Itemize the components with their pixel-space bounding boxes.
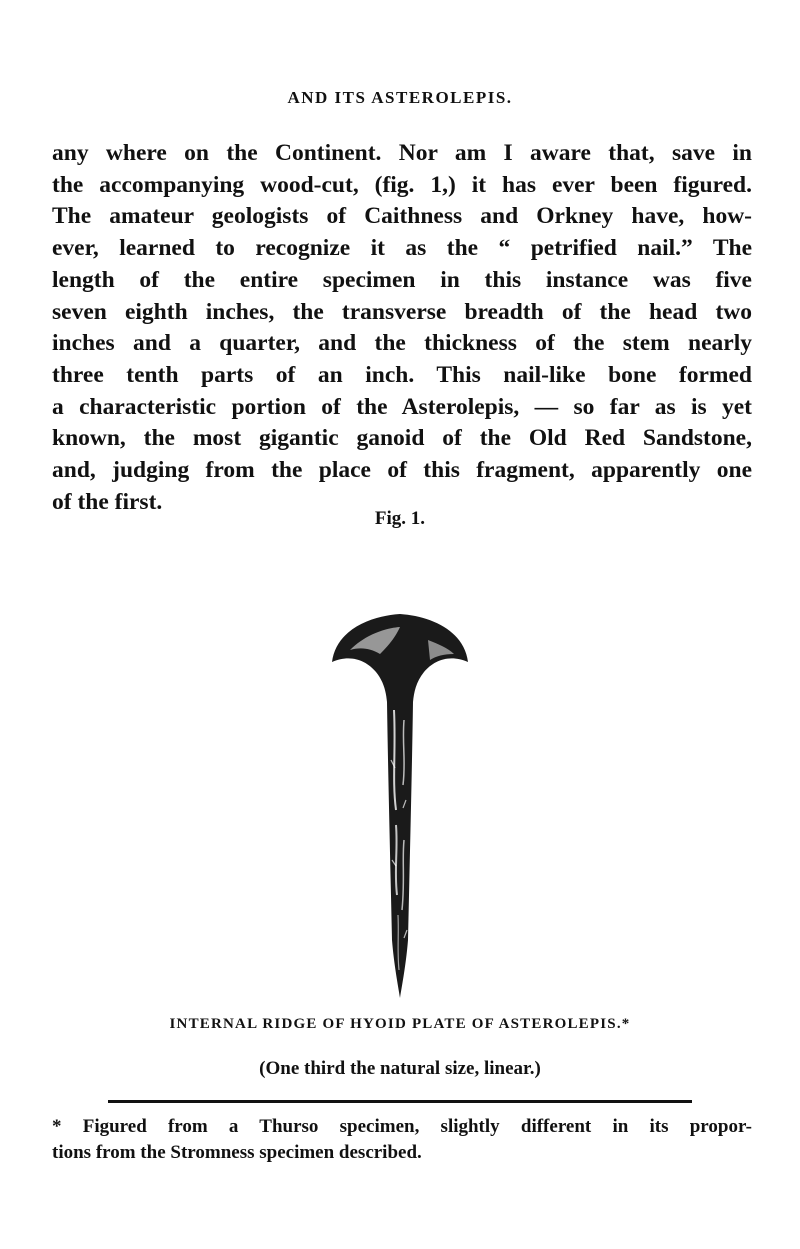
footnote-line: tions from the Stromness specimen described.	[52, 1142, 422, 1163]
body-line: known, the most gigantic ganoid of the Old Red Sandstone,	[52, 425, 752, 452]
body-line: and, judging from the place of this fragment, apparently one	[52, 457, 752, 484]
body-line: three tenth parts of an inch. This nail-like bone formed	[52, 361, 752, 388]
bone-stem	[387, 702, 413, 998]
body-line: inches and a quarter, and the thickness of the stem nearly	[52, 330, 752, 357]
body-line: any where on the Continent. Nor am I aware that, save in	[52, 140, 752, 166]
body-line: seven eighth inches, the transverse breadth of the head two	[52, 298, 752, 325]
figure-label: Fig. 1.	[374, 508, 426, 529]
body-line: of the first.	[52, 488, 163, 515]
running-head: AND ITS ASTEROLEPIS.	[287, 88, 513, 107]
body-line: ever, learned to recognize it as the “ petrified nail.” The	[52, 235, 752, 262]
figure-caption: INTERNAL RIDGE OF HYOID PLATE OF ASTEROLEPIS.*	[169, 1016, 631, 1032]
body-line: The amateur geologists of Caithness and Orkney have, how-	[52, 203, 752, 230]
figure-scale-note: (One third the natural size, linear.)	[259, 1058, 541, 1079]
body-line: length of the entire specimen in this instance was five	[52, 266, 752, 293]
body-line: a characteristic portion of the Asterolepis, — so far as is yet	[52, 393, 752, 420]
footnote	[52, 1114, 752, 1166]
stem-texture	[396, 825, 397, 895]
stem-texture	[403, 720, 404, 785]
footnote-divider	[108, 1100, 692, 1103]
footnote-line: * Figured from a Thurso specimen, slightly different in its propor-	[52, 1116, 752, 1137]
body-paragraph	[52, 138, 752, 518]
bone-head	[332, 614, 468, 702]
body-line: the accompanying wood-cut, (fig. 1,) it has ever been figured.	[52, 171, 752, 198]
hyoid-plate-illustration	[330, 610, 470, 1000]
